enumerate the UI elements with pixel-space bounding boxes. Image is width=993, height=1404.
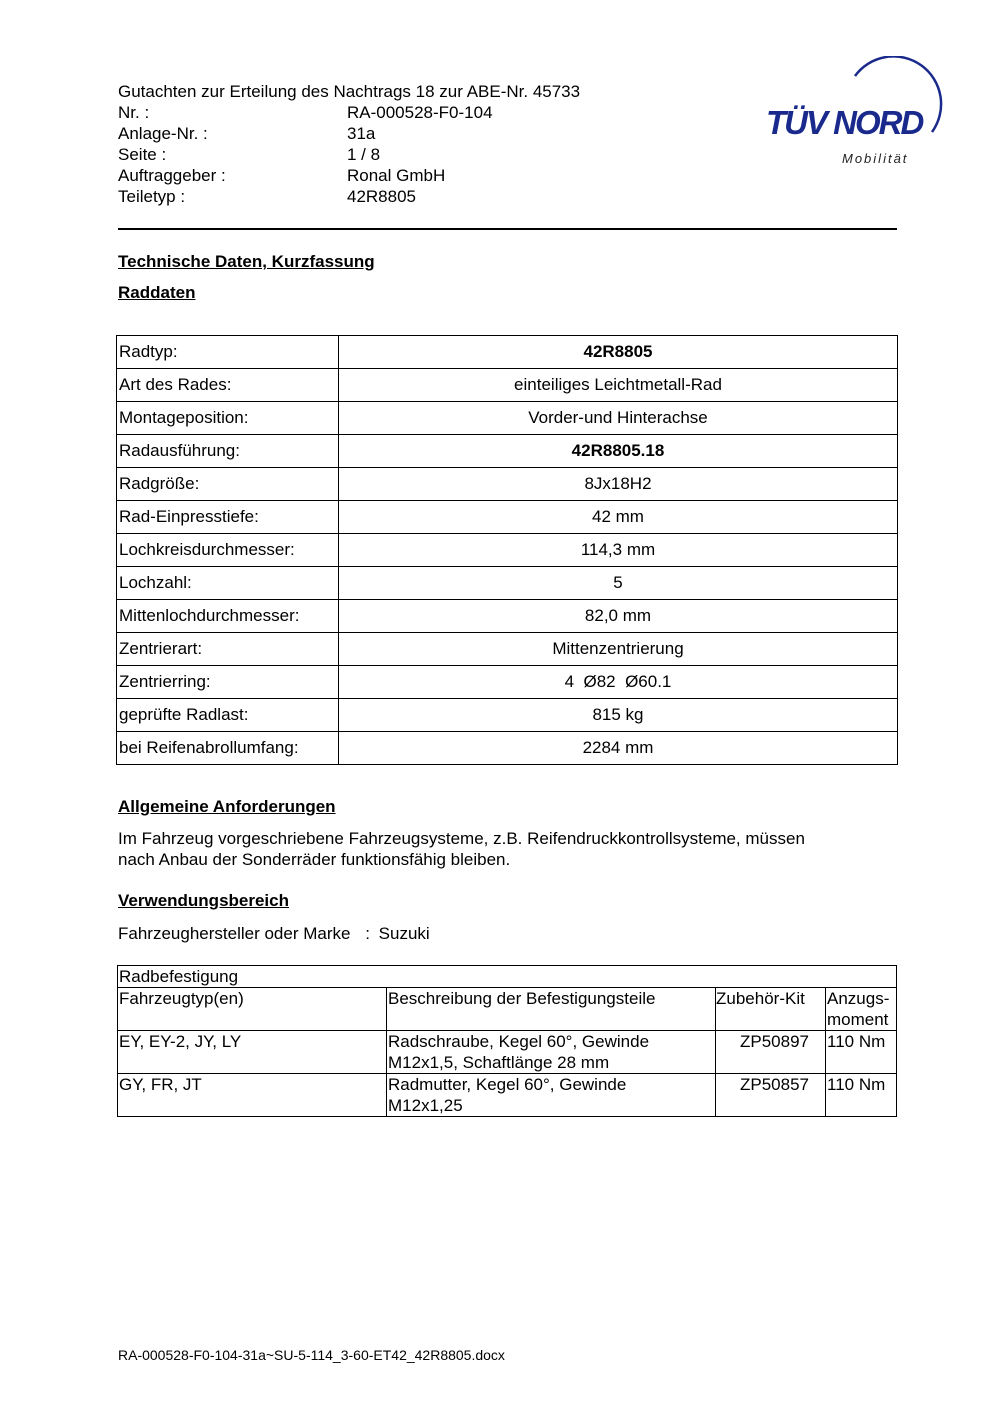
row-value: 815 kg xyxy=(339,699,898,732)
table-row xyxy=(117,501,898,534)
row-value: 8Jx18H2 xyxy=(339,468,898,501)
text-line: nach Anbau der Sonderräder funktionsfähig bleiben. xyxy=(118,850,511,869)
raddaten-heading: Raddaten xyxy=(118,283,196,302)
row-value: 4 Ø82 Ø60.1 xyxy=(339,666,898,699)
table-row xyxy=(117,369,898,402)
table-row xyxy=(117,534,898,567)
hersteller-value: Suzuki xyxy=(378,924,430,943)
table-row xyxy=(117,732,898,765)
table-row xyxy=(117,435,898,468)
header-value: RA-000528-F0-104 xyxy=(347,103,493,122)
row-value: Mittenzentrierung xyxy=(339,633,898,666)
column-header-moment xyxy=(826,988,897,1031)
table-row xyxy=(117,633,898,666)
cell-typ: EY, EY-2, JY, LY xyxy=(118,1031,387,1074)
header-row-nr xyxy=(118,102,678,123)
table-title: Radbefestigung xyxy=(118,966,897,988)
row-label: Lochkreisdurchmesser: xyxy=(117,534,339,567)
header-divider xyxy=(118,228,897,230)
table-title-row xyxy=(118,966,897,988)
row-value: 114,3 mm xyxy=(339,534,898,567)
row-label: Zentrierart: xyxy=(117,633,339,666)
header-row-seite xyxy=(118,144,678,165)
cell-moment: 110 Nm xyxy=(826,1074,897,1117)
row-value: 2284 mm xyxy=(339,732,898,765)
header-row-anlage xyxy=(118,123,678,144)
row-value: 42R8805.18 xyxy=(339,435,898,468)
document-title: Gutachten zur Erteilung des Nachtrags 18 zur ABE-Nr. 45733 xyxy=(118,82,581,101)
text-line: Im Fahrzeug vorgeschriebene Fahrzeugsysteme, z.B. Reifendruckkontrollsysteme, müssen xyxy=(118,829,805,848)
table-row xyxy=(117,336,898,369)
row-label: Zentrierring: xyxy=(117,666,339,699)
header-value: Ronal GmbH xyxy=(347,166,446,185)
header-row-auftraggeber xyxy=(118,165,678,186)
row-label: Art des Rades: xyxy=(117,369,339,402)
row-value: 5 xyxy=(339,567,898,600)
cell-kit: ZP50897 xyxy=(716,1031,826,1074)
row-value: 42 mm xyxy=(339,501,898,534)
anforderungen-heading: Allgemeine Anforderungen xyxy=(118,797,336,816)
cell-beschreibung xyxy=(387,1031,716,1074)
table-row xyxy=(117,402,898,435)
row-value: 82,0 mm xyxy=(339,600,898,633)
row-label: Mittenlochdurchmesser: xyxy=(117,600,339,633)
header-label: Anlage-Nr. : xyxy=(118,124,208,143)
column-header-kit: Zubehör-Kit xyxy=(716,988,826,1031)
header-value: 31a xyxy=(347,124,376,143)
row-value: Vorder-und Hinterachse xyxy=(339,402,898,435)
cell-beschreibung xyxy=(387,1074,716,1117)
row-label: Radgröße: xyxy=(117,468,339,501)
table-header-row xyxy=(118,988,897,1031)
table-row xyxy=(117,699,898,732)
cell-line: M12x1,25 xyxy=(388,1096,463,1115)
row-label: Radtyp: xyxy=(117,336,339,369)
cell-typ: GY, FR, JT xyxy=(118,1074,387,1117)
hersteller-separator: : xyxy=(365,924,370,943)
row-label: Montageposition: xyxy=(117,402,339,435)
cell-line: M12x1,5, Schaftlänge 28 mm xyxy=(388,1053,610,1072)
row-value: einteiliges Leichtmetall-Rad xyxy=(339,369,898,402)
logo-wordmark: TÜV NORD xyxy=(766,104,923,141)
radbefestigung-table xyxy=(117,965,897,1117)
anforderungen-text xyxy=(118,828,898,870)
header-row-teiletyp xyxy=(118,186,678,207)
row-label: Lochzahl: xyxy=(117,567,339,600)
table-row xyxy=(118,1074,897,1117)
row-value: 42R8805 xyxy=(339,336,898,369)
logo-subtitle: Mobilität xyxy=(842,151,909,166)
document-footer: RA-000528-F0-104-31a~SU-5-114_3-60-ET42_42R8805.docx xyxy=(118,1347,505,1363)
header-value: 1 / 8 xyxy=(347,145,381,164)
header-line: moment xyxy=(827,1010,889,1029)
table-row xyxy=(117,600,898,633)
cell-line: Radmutter, Kegel 60°, Gewinde xyxy=(388,1075,627,1094)
table-row xyxy=(118,1031,897,1074)
row-label: Rad-Einpresstiefe: xyxy=(117,501,339,534)
section-title: Technische Daten, Kurzfassung xyxy=(118,252,375,271)
header-line: Anzugs- xyxy=(827,989,890,1008)
column-header-beschreibung: Beschreibung der Befestigungsteile xyxy=(387,988,716,1031)
document-header xyxy=(118,81,678,207)
header-label: Auftraggeber : xyxy=(118,166,226,185)
row-label: bei Reifenabrollumfang: xyxy=(117,732,339,765)
cell-line: Radschraube, Kegel 60°, Gewinde xyxy=(388,1032,650,1051)
cell-moment: 110 Nm xyxy=(826,1031,897,1074)
column-header-typ: Fahrzeugtyp(en) xyxy=(118,988,387,1031)
header-label: Nr. : xyxy=(118,103,150,122)
table-row xyxy=(117,567,898,600)
row-label: geprüfte Radlast: xyxy=(117,699,339,732)
row-label: Radausführung: xyxy=(117,435,339,468)
header-label: Teiletyp : xyxy=(118,187,186,206)
table-row xyxy=(117,468,898,501)
raddaten-table xyxy=(116,335,898,765)
verwendung-heading: Verwendungsbereich xyxy=(118,891,289,910)
cell-kit: ZP50857 xyxy=(716,1074,826,1117)
hersteller-label: Fahrzeughersteller oder Marke xyxy=(118,924,351,943)
tuev-nord-logo xyxy=(760,56,950,176)
hersteller-line xyxy=(118,923,898,944)
table-row xyxy=(117,666,898,699)
header-value: 42R8805 xyxy=(347,187,417,206)
header-label: Seite : xyxy=(118,145,167,164)
